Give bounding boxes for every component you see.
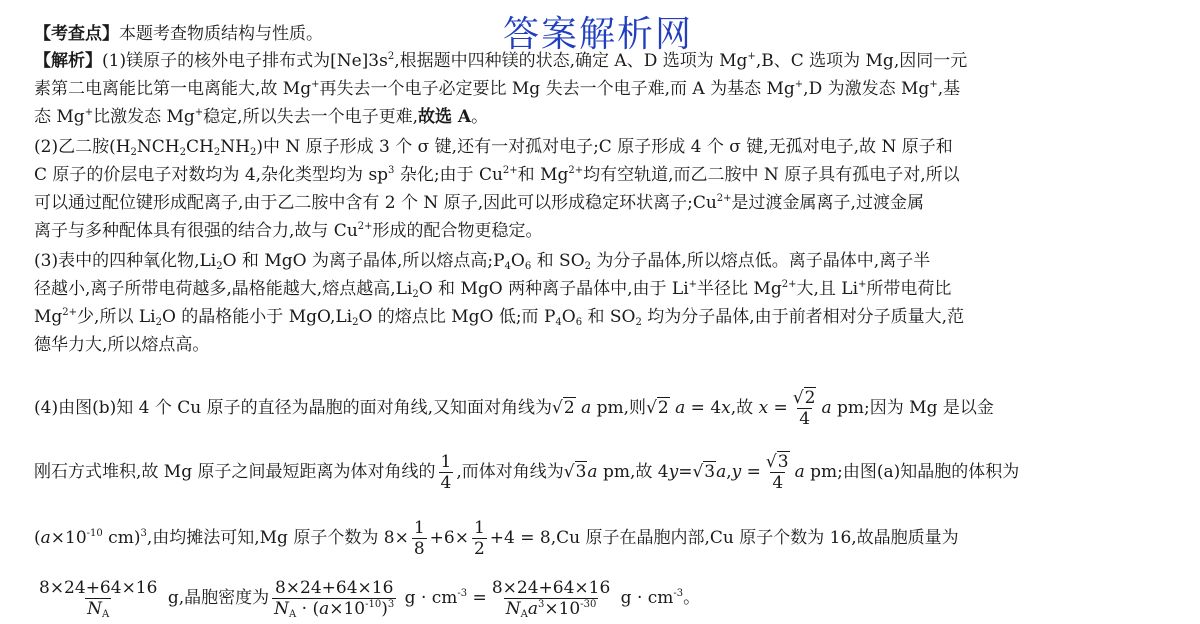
text: O	[561, 307, 576, 327]
superscript: -3	[457, 588, 468, 599]
numerator: 8×24+64×16	[491, 578, 611, 598]
variable: y	[668, 462, 679, 482]
text: g · cm	[615, 588, 674, 608]
analysis-tag: 【解析】	[34, 51, 102, 71]
line-analysis-2	[34, 78, 960, 100]
denominator: 4	[799, 409, 811, 429]
variable: a	[716, 462, 727, 482]
line-analysis-1	[34, 50, 967, 72]
text: 刚石方式堆积,故 Mg 原子之间最短距离为体对角线的	[34, 462, 436, 482]
denominator: 4	[772, 473, 784, 493]
subscript: 2	[412, 289, 419, 300]
text: 杂化;由于 Cu	[394, 165, 503, 185]
answer-choice: 故选 A	[418, 107, 472, 127]
fraction	[439, 452, 454, 493]
sqrt-argument: 2	[804, 388, 816, 408]
text: 少,所以 Li	[77, 307, 156, 327]
text: (	[34, 528, 41, 548]
text: NH	[220, 137, 250, 157]
superscript: +	[311, 79, 320, 90]
variable: x	[758, 398, 769, 418]
superscript: -30	[580, 599, 597, 610]
subscript: 2	[584, 261, 591, 272]
text: = 4	[685, 398, 722, 418]
text: O 的晶格能小于 MgO,Li	[161, 307, 353, 327]
text: 稳定,所以失去一个电子更难,	[203, 107, 418, 127]
superscript: 3	[537, 599, 545, 610]
variable: y	[731, 462, 742, 482]
superscript: -10	[86, 528, 103, 539]
text: ×10	[329, 599, 366, 619]
text: NCH	[136, 137, 180, 157]
variable: a	[527, 599, 538, 619]
sqrt-argument: 3	[777, 452, 789, 472]
variable: x	[721, 398, 731, 418]
subscript: 2	[179, 147, 187, 158]
text: 形成的配合物更稳定。	[372, 221, 543, 241]
text: 为分子晶体,所以熔点低。离子晶体中,离子半	[591, 251, 931, 271]
text: ,B、C 选项为 Mg,因同一元	[755, 51, 968, 71]
subscript: 2	[213, 147, 221, 158]
line-part-4-b	[34, 452, 1019, 493]
variable: a	[675, 398, 686, 418]
text: =	[467, 588, 487, 608]
superscript: 3	[387, 599, 395, 610]
text: 和 SO	[531, 251, 585, 271]
line-part-4-d	[34, 578, 700, 619]
line-part-2-d	[34, 220, 543, 242]
superscript: 3	[140, 528, 147, 539]
line-part-3-b	[34, 278, 951, 300]
text: =	[741, 462, 761, 482]
text: ,	[726, 462, 732, 482]
line-analysis-3	[34, 106, 488, 128]
variable: a	[319, 599, 330, 619]
text: 半径比 Mg	[697, 279, 782, 299]
fraction	[791, 388, 819, 429]
text: +4 = 8,Cu 原子在晶胞内部,Cu 原子个数为 16,故晶胞质量为	[489, 528, 959, 548]
exam-point-text: 本题考查物质结构与性质。	[119, 24, 323, 44]
superscript: 2+	[502, 165, 518, 176]
sqrt-symbol: √	[765, 452, 777, 472]
superscript: 2+	[716, 193, 732, 204]
text: ,故	[730, 398, 759, 418]
sqrt-symbol: √	[646, 398, 657, 418]
line-part-3-a	[34, 250, 930, 272]
subscript: 2	[249, 147, 257, 158]
text: ,由均摊法可知,Mg 原子个数为 8×	[146, 528, 409, 548]
variable: a	[587, 462, 598, 482]
subscript: 6	[575, 317, 583, 328]
exam-point-tag: 【考查点】	[34, 24, 119, 44]
variable: a	[821, 398, 832, 418]
text: =	[678, 462, 693, 482]
sqrt-argument: 2	[657, 398, 669, 418]
text: 比激发态 Mg	[93, 107, 195, 127]
superscript: 2+	[62, 307, 78, 318]
sqrt-symbol: √	[552, 398, 563, 418]
text: 态 Mg	[34, 107, 85, 127]
fraction	[412, 518, 427, 559]
sqrt-symbol: √	[692, 462, 704, 482]
superscript: -3	[673, 588, 684, 599]
text: pm,则	[591, 398, 647, 418]
text: (1)镁原子的核外电子排布式为[Ne]3s	[102, 51, 388, 71]
line-part-3-c	[34, 306, 964, 328]
text: ,而体对角线为	[456, 462, 564, 482]
text: (2)乙二胺(H	[34, 137, 131, 157]
denominator	[272, 598, 396, 619]
superscript: +	[84, 107, 94, 118]
text: )	[381, 599, 388, 619]
numerator: 8×24+64×16	[39, 578, 158, 598]
denominator: 2	[473, 539, 485, 559]
text: 均有空轨道,而乙二胺中 N 原子具有孤电子对,所以	[583, 165, 960, 185]
text: pm,故 4	[597, 462, 669, 482]
text: g,晶胞密度为	[162, 588, 270, 608]
sqrt-argument: 3	[575, 462, 587, 482]
superscript: +	[747, 51, 756, 62]
text: g · cm	[399, 588, 458, 608]
variable: N	[87, 599, 103, 619]
superscript: +	[194, 107, 204, 118]
variable: a	[40, 528, 51, 548]
text: · (	[296, 599, 320, 619]
subscript: 4	[504, 261, 511, 272]
text: 是过渡金属离子,过渡金属	[731, 193, 924, 213]
denominator	[504, 598, 599, 619]
text: ,根据题中四种镁的状态,确定 A、D 选项为 Mg	[394, 51, 748, 71]
text: ,D 为激发态 Mg	[803, 79, 930, 99]
text: 和 Mg	[517, 165, 569, 185]
text: 和 SO	[582, 307, 636, 327]
fraction-mass	[37, 578, 159, 619]
text: (3)表中的四种氧化物,Li	[34, 251, 217, 271]
sqrt-argument: 2	[563, 398, 575, 418]
subscript: 2	[216, 261, 223, 272]
line-part-4-a	[34, 388, 994, 429]
text: pm;由图(a)知晶胞的体积为	[804, 462, 1020, 482]
text: 径越小,离子所带电荷越多,晶格能越大,熔点越高,Li	[34, 279, 413, 299]
fraction	[764, 452, 792, 493]
denominator	[85, 598, 111, 619]
subscript: 2	[635, 317, 642, 328]
text: Mg	[34, 307, 63, 327]
text: cm)	[102, 528, 141, 548]
line-part-2-c	[34, 192, 924, 214]
superscript: -10	[365, 599, 382, 610]
superscript: +	[688, 279, 698, 290]
text: CH	[186, 137, 214, 157]
superscript: 2	[387, 51, 395, 62]
text: 。	[471, 107, 489, 127]
text: 可以通过配位键形成配离子,由于乙二胺中含有 2 个 N 原子,因此可以形成稳定环状离子;Cu	[34, 193, 717, 213]
subscript: 6	[524, 261, 532, 272]
superscript: +	[929, 79, 938, 90]
superscript: 2+	[357, 221, 373, 232]
variable: N	[505, 599, 521, 619]
text: 离子与多种配体具有很强的结合力,故与 Cu	[34, 221, 358, 241]
line-part-2-a	[34, 136, 953, 158]
text: =	[768, 398, 788, 418]
subscript: A	[520, 609, 528, 620]
text: 均为分子晶体,由于前者相对分子质量大,范	[641, 307, 965, 327]
text: ×10	[544, 599, 581, 619]
text: )中 N 原子形成 3 个 σ 键,还有一对孤对电子;C 原子形成 4 个 σ 键,无孤对电子,故 N 原子和	[256, 137, 953, 157]
line-part-2-b	[34, 164, 960, 186]
text: +6×	[429, 528, 469, 548]
text: O 的熔点比 MgO 低;而 P	[358, 307, 556, 327]
variable: N	[274, 599, 290, 619]
text: C 原子的价层电子对数均为 4,杂化类型均为 sp	[34, 165, 389, 185]
text: O 和 MgO 两种离子晶体中,由于 Li	[418, 279, 689, 299]
superscript: +	[794, 79, 804, 90]
numerator: 1	[440, 452, 452, 472]
text: O 和 MgO 为离子晶体,所以熔点高;P	[222, 251, 505, 271]
subscript: 2	[352, 317, 359, 328]
sqrt-symbol: √	[563, 462, 575, 482]
subscript: A	[289, 609, 297, 620]
line-part-3-d: 德华力大,所以熔点高。	[34, 335, 210, 355]
text: 大,且 Li	[796, 279, 859, 299]
text: ×10	[50, 528, 87, 548]
text: (4)由图(b)知 4 个 Cu 原子的直径为晶胞的面对角线,又知面对角线为	[34, 398, 553, 418]
text: ,基	[937, 79, 961, 99]
variable: a	[794, 462, 805, 482]
subscript: 2	[155, 317, 162, 328]
numerator: 1	[473, 518, 485, 538]
text: O	[510, 251, 525, 271]
text: 再失去一个电子必定要比 Mg 失去一个电子难,而 A 为基态 Mg	[319, 79, 795, 99]
line-part-4-c	[34, 518, 959, 559]
superscript: 2+	[568, 165, 584, 176]
numerator: 1	[413, 518, 425, 538]
fraction-density-2	[490, 578, 612, 619]
subscript: 4	[555, 317, 562, 328]
watermark-logo: 答案解析网	[503, 14, 694, 55]
superscript: 3	[388, 165, 395, 176]
text: pm;因为 Mg 是以金	[831, 398, 994, 418]
numerator: 8×24+64×16	[274, 578, 394, 598]
variable: a	[581, 398, 592, 418]
denominator: 4	[440, 473, 452, 493]
text: 素第二电离能比第一电离能大,故 Mg	[34, 79, 312, 99]
fraction-density-1	[272, 578, 396, 619]
text: 所带电荷比	[866, 279, 952, 299]
sqrt-symbol: √	[792, 388, 804, 408]
line-exam-point	[34, 23, 323, 45]
superscript: 2+	[781, 279, 797, 290]
denominator: 8	[413, 539, 425, 559]
subscript: 2	[130, 147, 137, 158]
sqrt-argument: 3	[704, 462, 716, 482]
fraction	[472, 518, 487, 559]
subscript: A	[102, 609, 110, 620]
text: 。	[683, 588, 701, 608]
superscript: +	[858, 279, 867, 290]
